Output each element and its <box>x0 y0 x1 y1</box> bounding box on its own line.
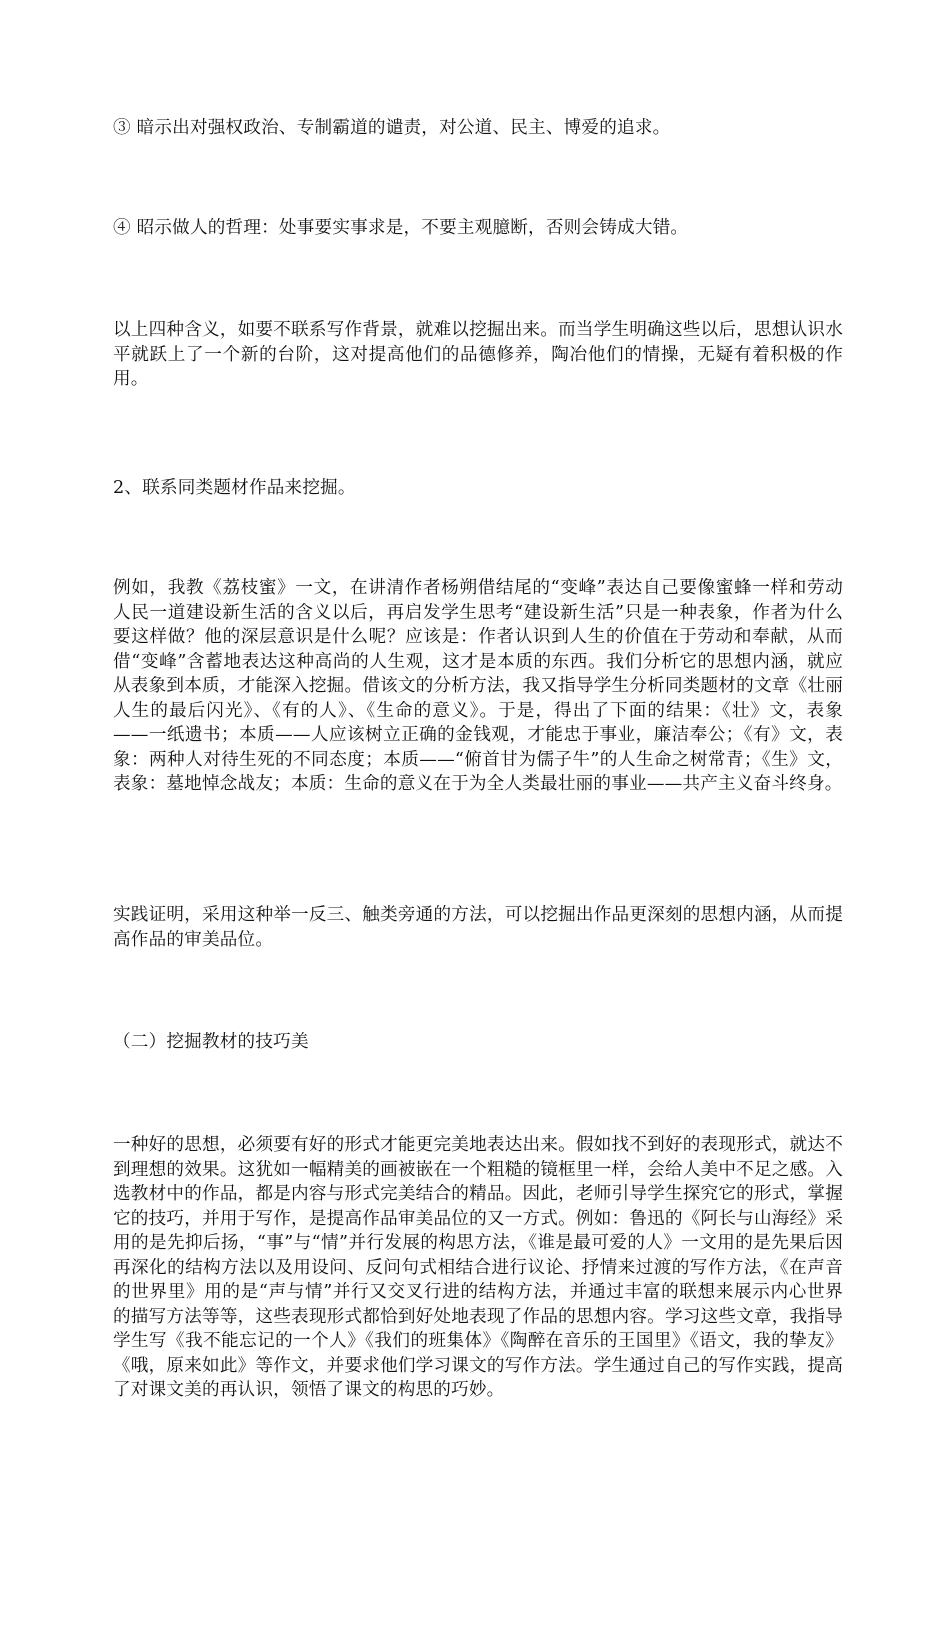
paragraph-practice: 实践证明，采用这种举一反三、触类旁通的方法，可以挖掘出作品更深刻的思想内涵，从而提高作品的审美品位。 <box>113 905 843 950</box>
paragraph-summary: 以上四种含义，如要不联系写作背景，就难以挖掘出来。而当学生明确这些以后，思想认识水平就跃上了一个新的台阶，这对提高他们的品德修养，陶冶他们的情操，无疑有着积极的作用。 <box>113 320 843 389</box>
paragraph-technique: 一种好的思想，必须要有好的形式才能更完美地表达出来。假如找不到好的表现形式，就达不到理想的效果。这犹如一幅精美的画被嵌在一个粗糙的镜框里一样，会给人美中不足之感。入选教材中的作品，都是内容与形式完美结合的精品。因此，老师引导学生探究它的形式，掌握它的技巧，并用于写作，是提高作品审美品位的又一方式。例如：鲁迅的《阿长与山海经》采用的是先抑后扬，“事”与“情”并行发展的构思方法，《谁是最可爱的人》一文用的是先果后因再深化的结构方法以及用设问、反问句式相结合进行议论、抒情来过渡的写作方法，《在声音的世界里》用的是“声与情”并行又交叉行进的结构方法，并通过丰富的联想来展示内心世界的描写方法等等，这些表现形式都恰到好处地表现了作品的思想内容。学习这些文章，我指导学生写《我不能忘记的一个人》《我们的班集体》《陶醉在音乐的王国里》《语文，我的挚友》《哦，原来如此》等作文，并要求他们学习课文的写作方法。学生通过自己的写作实践，提高了对课文美的再认识，领悟了课文的构思的巧妙。 <box>113 1135 843 1400</box>
section-heading-2: 2、联系同类题材作品来挖掘。 <box>113 478 356 498</box>
paragraph-point-3: ③ 暗示出对强权政治、专制霸道的谴责，对公道、民主、博爱的追求。 <box>113 118 671 138</box>
paragraph-point-4: ④ 昭示做人的哲理：处事要实事求是，不要主观臆断，否则会铸成大错。 <box>113 218 689 238</box>
paragraph-example-lizhimi: 例如，我教《荔枝蜜》一文，在讲清作者杨朔借结尾的“变峰”表达自己要像蜜蜂一样和劳动人民一道建设新生活的含义以后，再启发学生思考“建设新生活”只是一种表象，作者为什么要这样做？他的深层意识是什么呢？应该是：作者认识到人生的价值在于劳动和奉献，从而借“变峰”含蓄地表达这种高尚的人生观，这才是本质的东西。我们分析它的思想内涵，就应从表象到本质，才能深入挖掘。借该文的分析方法，我又指导学生分析同类题材的文章《壮丽人生的最后闪光》、《有的人》、《生命的意义》。于是，得出了下面的结果：《壮》文，表象——一纸遗书；本质——人应该树立正确的金钱观，才能忠于事业，廉洁奉公；《有》文，表象：两种人对待生死的不同态度；本质——“俯首甘为儒子牛”的人生命之树常青；《生》文，表象：墓地悼念战友；本质：生命的意义在于为全人类最壮丽的事业——共产主义奋斗终身。 <box>113 578 843 794</box>
section-heading-technique: （二）挖掘教材的技巧美 <box>113 1032 309 1052</box>
